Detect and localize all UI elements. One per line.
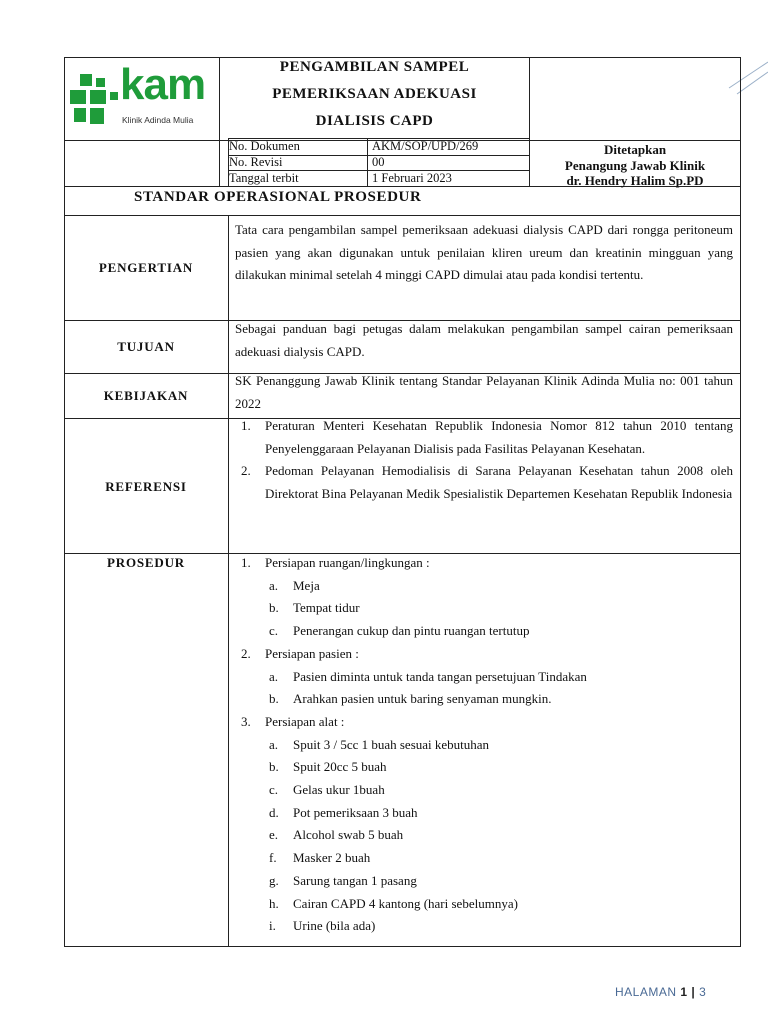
doc-number-label: No. Dokumen bbox=[229, 139, 300, 153]
list-number: 2. bbox=[241, 463, 251, 479]
list-number: 1. bbox=[241, 418, 251, 433]
clinic-logo bbox=[68, 60, 218, 136]
step-text: Persiapan alat : bbox=[265, 713, 345, 729]
step-number: 1. bbox=[241, 555, 251, 570]
issue-date-value: 1 Februari 2023 bbox=[372, 171, 452, 185]
substep bbox=[241, 847, 733, 870]
issue-date-label: Tanggal terbit bbox=[229, 171, 299, 185]
approval-name: dr. Hendry Halim Sp.PD bbox=[566, 173, 704, 188]
label-prosedur: PROSEDUR bbox=[107, 555, 185, 570]
sop-title: STANDAR OPERASIONAL PROSEDUR bbox=[134, 189, 422, 205]
substep-text: Tempat tidur bbox=[293, 600, 360, 616]
referensi-list bbox=[241, 415, 733, 506]
step-number: 3. bbox=[241, 713, 251, 729]
substep bbox=[241, 756, 733, 779]
prosedur-list bbox=[241, 552, 733, 938]
title-line-1: PENGAMBILAN SAMPEL bbox=[279, 59, 470, 75]
substep-letter: f. bbox=[269, 850, 277, 866]
pengertian-text: Tata cara pengambilan sampel pemeriksaan adekuasi dialysis CAPD dari rongga peritoneum pasien yang akan digunakan untuk penilaian kliren ureum dan kreatinin mingguan yang dilakukan minimal setelah 4 minggi CAPD dimulai atau pada kondisi tertentu. bbox=[235, 222, 733, 283]
title-line-2: PEMERIKSAAN ADEKUASI bbox=[272, 86, 477, 102]
page-separator: | bbox=[691, 985, 696, 999]
revision-value: 00 bbox=[372, 155, 385, 169]
doc-number-value: AKM/SOP/UPD/269 bbox=[372, 139, 479, 153]
procedure-step bbox=[241, 711, 733, 734]
label-tujuan: TUJUAN bbox=[117, 339, 175, 354]
substep bbox=[241, 824, 733, 847]
label-kebijakan: KEBIJAKAN bbox=[103, 388, 189, 403]
substep bbox=[241, 597, 733, 620]
list-item bbox=[241, 460, 733, 505]
substep-letter: g. bbox=[269, 872, 279, 888]
substep-text: Pasien diminta untuk tanda tangan persetujuan Tindakan bbox=[293, 668, 587, 684]
label-referensi: REFERENSI bbox=[105, 479, 187, 494]
substep-letter: b. bbox=[269, 691, 279, 707]
substep bbox=[241, 893, 733, 916]
approval-heading: Ditetapkan bbox=[603, 142, 667, 157]
substep-text: Cairan CAPD 4 kantong (hari sebelumnya) bbox=[293, 895, 518, 911]
substep-text: Spuit 20cc 5 buah bbox=[293, 759, 387, 775]
substep-text: Arahkan pasien untuk baring senyaman mungkin. bbox=[293, 691, 552, 707]
logo-mark-icon bbox=[68, 70, 120, 128]
substep-text: Meja bbox=[293, 577, 320, 593]
substep-text: Sarung tangan 1 pasang bbox=[293, 872, 417, 888]
substep-letter: b. bbox=[269, 600, 279, 616]
substep-letter: e. bbox=[269, 827, 279, 843]
substep-letter: b. bbox=[269, 759, 279, 775]
substep-letter: a. bbox=[269, 577, 279, 593]
list-text: Peraturan Menteri Kesehatan Republik Indonesia Nomor 812 tahun 2010 tentang Penyelenggaraan Pelayanan Dialisis pada Fasilitas Pelayanan Kesehatan. bbox=[265, 418, 733, 456]
substep-letter: i. bbox=[269, 918, 276, 934]
procedure-step bbox=[241, 643, 733, 666]
document-title bbox=[220, 54, 529, 135]
title-line-3: DIALISIS CAPD bbox=[315, 113, 434, 129]
substep bbox=[241, 734, 733, 757]
substep-text: Penerangan cukup dan pintu ruangan tertutup bbox=[293, 623, 530, 639]
substep bbox=[241, 870, 733, 893]
step-number: 2. bbox=[241, 645, 251, 661]
substep-letter: d. bbox=[269, 804, 279, 820]
page-total: 3 bbox=[699, 985, 707, 999]
step-text: Persiapan pasien : bbox=[265, 645, 359, 661]
substep bbox=[241, 915, 733, 938]
page-label: HALAMAN bbox=[615, 985, 677, 999]
substep-text: Spuit 3 / 5cc 1 buah sesuai kebutuhan bbox=[293, 736, 490, 752]
substep bbox=[241, 802, 733, 825]
page-current: 1 bbox=[680, 985, 688, 999]
substep-letter: h. bbox=[269, 895, 279, 911]
label-pengertian: PENGERTIAN bbox=[98, 260, 194, 275]
substep-letter: c. bbox=[269, 623, 279, 639]
logo-wordmark: kam bbox=[120, 60, 206, 109]
substep bbox=[241, 666, 733, 689]
kebijakan-text: SK Penanggung Jawab Klinik tentang Standar Pelayanan Klinik Adinda Mulia no: 001 tahun 2022 bbox=[235, 373, 733, 411]
logo-subtitle: Klinik Adinda Mulia bbox=[122, 115, 194, 125]
substep-letter: a. bbox=[269, 668, 279, 684]
page-footer bbox=[615, 985, 706, 999]
approval-block bbox=[530, 142, 740, 189]
substep-text: Alcohol swab 5 buah bbox=[293, 827, 404, 843]
corner-decoration bbox=[725, 58, 768, 98]
substep bbox=[241, 779, 733, 802]
approval-role: Penangung Jawab Klinik bbox=[564, 157, 706, 173]
revision-label: No. Revisi bbox=[229, 155, 283, 169]
substep-letter: c. bbox=[269, 782, 279, 798]
tujuan-text: Sebagai panduan bagi petugas dalam melakukan pengambilan sampel cairan pemeriksaan adekuasi dialysis CAPD. bbox=[235, 321, 733, 359]
substep-text: Masker 2 buah bbox=[293, 850, 371, 866]
substep-text: Pot pemeriksaan 3 buah bbox=[293, 804, 418, 820]
step-text: Persiapan ruangan/lingkungan : bbox=[265, 555, 430, 570]
substep bbox=[241, 620, 733, 643]
substep bbox=[241, 688, 733, 711]
substep-letter: a. bbox=[269, 736, 279, 752]
list-text: Pedoman Pelayanan Hemodialisis di Sarana Pelayanan Kesehatan tahun 2008 oleh Direktorat Bina Pelayanan Medik Spesialistik Departemen Kesehatan Republik Indonesia bbox=[265, 463, 733, 502]
list-item bbox=[241, 415, 733, 460]
substep bbox=[241, 575, 733, 598]
procedure-step bbox=[241, 552, 733, 575]
substep-text: Urine (bila ada) bbox=[293, 918, 376, 934]
substep-text: Gelas ukur 1buah bbox=[293, 782, 385, 798]
